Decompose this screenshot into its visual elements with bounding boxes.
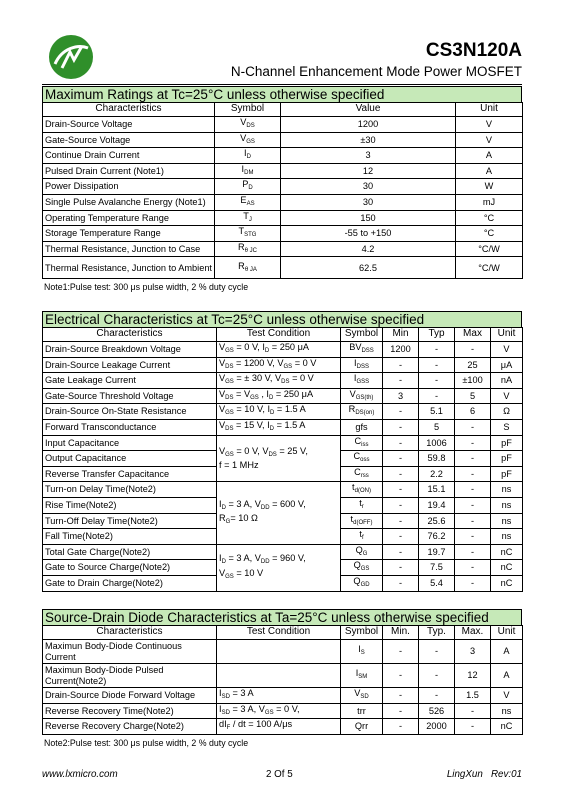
- characteristic-cell: Gate to Drain Charge(Note2): [43, 575, 217, 591]
- max-cell: -: [455, 719, 491, 735]
- min-cell: -: [383, 719, 419, 735]
- typ-cell: 7.5: [419, 560, 455, 576]
- characteristic-cell: Drain-Source Breakdown Voltage: [43, 342, 217, 358]
- min-cell: -: [383, 529, 419, 545]
- table-row: [43, 404, 523, 420]
- characteristic-cell: Total Gate Charge(Note2): [43, 544, 217, 560]
- typ-cell: 19.4: [419, 497, 455, 513]
- unit-cell: ns: [491, 703, 523, 719]
- min-cell: -: [383, 357, 419, 373]
- min-cell: -: [383, 544, 419, 560]
- characteristic-cell: Forward Transconductance: [43, 419, 217, 435]
- condition-cell: [217, 640, 341, 664]
- unit-cell: Ω: [491, 404, 523, 420]
- table-row: [43, 163, 523, 179]
- company-logo-icon: [48, 34, 94, 80]
- value-cell: 3: [281, 148, 456, 164]
- table-row: [43, 640, 523, 664]
- column-header: Max.: [455, 626, 491, 640]
- value-cell: 30: [281, 194, 456, 210]
- table-row: [43, 117, 523, 133]
- typ-cell: 2000: [419, 719, 455, 735]
- footer-website: www.lxmicro.com: [42, 769, 118, 780]
- min-cell: -: [383, 404, 419, 420]
- table-row: [43, 342, 523, 358]
- max-cell: -: [455, 482, 491, 498]
- column-header: Symbol: [341, 626, 383, 640]
- symbol-cell: $Q_{GS}$: [341, 560, 383, 576]
- unit-cell: V: [491, 388, 523, 404]
- symbol-cell: $t_f$: [341, 529, 383, 545]
- symbol-cell: $R_{\theta JA}$: [215, 257, 281, 279]
- value-cell: 12: [281, 163, 456, 179]
- value-cell: 4.2: [281, 241, 456, 257]
- characteristic-cell: Reverse Transfer Capacitance: [43, 466, 217, 482]
- unit-cell: ns: [491, 513, 523, 529]
- max-cell: -: [455, 342, 491, 358]
- condition-cell: $I_D = 3$ A, $V_{DD} = 960$ V, $V_{GS} = 10$ V: [217, 544, 341, 591]
- symbol-cell: $C_{rss}$: [341, 466, 383, 482]
- characteristic-cell: Drain-Source On-State Resistance: [43, 404, 217, 420]
- column-header: Min.: [383, 626, 419, 640]
- unit-cell: A: [491, 664, 523, 688]
- characteristic-cell: Turn-on Delay Time(Note2): [43, 482, 217, 498]
- min-cell: -: [383, 664, 419, 688]
- min-cell: -: [383, 419, 419, 435]
- table-row: [43, 241, 523, 257]
- characteristic-cell: Drain-Source Leakage Current: [43, 357, 217, 373]
- symbol-cell: $t_{d(OFF)}$: [341, 513, 383, 529]
- characteristic-cell: Reverse Recovery Time(Note2): [43, 703, 217, 719]
- electrical-table: [42, 327, 523, 592]
- symbol-cell: trr: [341, 703, 383, 719]
- symbol-cell: $E_{AS}$: [215, 194, 281, 210]
- table-row: [43, 719, 523, 735]
- unit-cell: V: [456, 132, 523, 148]
- typ-cell: 526: [419, 703, 455, 719]
- column-header: Symbol: [215, 103, 281, 117]
- symbol-cell: $I_{SM}$: [341, 664, 383, 688]
- max-cell: 3: [455, 640, 491, 664]
- note-2: Note2:Pulse test: 300 μs pulse width, 2 % duty cycle: [44, 737, 249, 748]
- column-header: Characteristics: [43, 328, 217, 342]
- column-header: Symbol: [341, 328, 383, 342]
- min-cell: -: [383, 451, 419, 467]
- min-cell: -: [383, 703, 419, 719]
- max-cell: -: [455, 497, 491, 513]
- min-cell: 3: [383, 388, 419, 404]
- symbol-cell: $t_r$: [341, 497, 383, 513]
- characteristic-cell: Single Pulse Avalanche Energy (Note1): [43, 194, 215, 210]
- unit-cell: A: [456, 163, 523, 179]
- typ-cell: 25.6: [419, 513, 455, 529]
- table-row: [43, 435, 523, 451]
- min-cell: -: [383, 497, 419, 513]
- symbol-cell: gfs: [341, 419, 383, 435]
- symbol-cell: $V_{SD}$: [341, 688, 383, 704]
- max-cell: -: [455, 451, 491, 467]
- characteristic-cell: Drain-Source Voltage: [43, 117, 215, 133]
- unit-cell: pF: [491, 451, 523, 467]
- table-row: [43, 388, 523, 404]
- column-header: Unit: [456, 103, 523, 117]
- typ-cell: 5.1: [419, 404, 455, 420]
- max-cell: 12: [455, 664, 491, 688]
- unit-cell: nA: [491, 373, 523, 389]
- max-cell: 5: [455, 388, 491, 404]
- unit-cell: °C: [456, 226, 523, 242]
- value-cell: 150: [281, 210, 456, 226]
- symbol-cell: $t_{d(ON)}$: [341, 482, 383, 498]
- unit-cell: °C/W: [456, 257, 523, 279]
- characteristic-cell: Gate-Source Voltage: [43, 132, 215, 148]
- characteristic-cell: Thermal Resistance, Junction to Case: [43, 241, 215, 257]
- column-header: Min: [383, 328, 419, 342]
- unit-cell: μA: [491, 357, 523, 373]
- electrical-section: [42, 311, 522, 592]
- max-cell: -: [455, 435, 491, 451]
- column-header: Test Condition: [217, 626, 341, 640]
- condition-cell: [217, 664, 341, 688]
- value-cell: 1200: [281, 117, 456, 133]
- max-cell: -: [455, 703, 491, 719]
- table-row: [43, 357, 523, 373]
- unit-cell: pF: [491, 435, 523, 451]
- diode-table: [42, 625, 523, 735]
- min-cell: -: [383, 466, 419, 482]
- unit-cell: V: [491, 342, 523, 358]
- min-cell: -: [383, 688, 419, 704]
- symbol-cell: $BV_{DSS}$: [341, 342, 383, 358]
- characteristic-cell: Storage Temperature Range: [43, 226, 215, 242]
- symbol-cell: $Q_G$: [341, 544, 383, 560]
- typ-cell: 5: [419, 419, 455, 435]
- table-row: [43, 482, 523, 498]
- max-cell: -: [455, 560, 491, 576]
- symbol-cell: $V_{GS(th)}$: [341, 388, 383, 404]
- max-cell: 25: [455, 357, 491, 373]
- value-cell: 30: [281, 179, 456, 195]
- characteristic-cell: Maximun Body-Diode Continuous Current: [43, 640, 217, 664]
- footer-brand-rev: LingXun Rev:01: [446, 769, 522, 780]
- unit-cell: W: [456, 179, 523, 195]
- table-row: [43, 419, 523, 435]
- unit-cell: pF: [491, 466, 523, 482]
- unit-cell: nC: [491, 719, 523, 735]
- symbol-cell: $I_S$: [341, 640, 383, 664]
- symbol-cell: $V_{DS}$: [215, 117, 281, 133]
- unit-cell: nC: [491, 544, 523, 560]
- typ-cell: -: [419, 373, 455, 389]
- typ-cell: 76.2: [419, 529, 455, 545]
- condition-cell: $dI_F$ / dt = 100 A/μs: [217, 719, 341, 735]
- condition-cell: $V_{GS}$ = ± 30 V, $V_{DS} = 0$ V: [217, 373, 341, 389]
- symbol-cell: $T_{STG}$: [215, 226, 281, 242]
- symbol-cell: $R_{DS(on)}$: [341, 404, 383, 420]
- max-cell: -: [455, 466, 491, 482]
- characteristic-cell: Operating Temperature Range: [43, 210, 215, 226]
- typ-cell: 1006: [419, 435, 455, 451]
- table-row: [43, 703, 523, 719]
- header-divider: [42, 84, 522, 85]
- column-header: Characteristics: [43, 103, 215, 117]
- unit-cell: V: [491, 688, 523, 704]
- typ-cell: 19.7: [419, 544, 455, 560]
- characteristic-cell: Maximun Body-Diode Pulsed Current(Note2): [43, 664, 217, 688]
- typ-cell: -: [419, 640, 455, 664]
- value-cell: -55 to +150: [281, 226, 456, 242]
- unit-cell: ns: [491, 497, 523, 513]
- symbol-cell: Qrr: [341, 719, 383, 735]
- typ-cell: 15.1: [419, 482, 455, 498]
- unit-cell: A: [491, 640, 523, 664]
- symbol-cell: $I_{DSS}$: [341, 357, 383, 373]
- symbol-cell: $C_{iss}$: [341, 435, 383, 451]
- condition-cell: $V_{DS} = V_{GS}$ , $I_D = 250$ μA: [217, 388, 341, 404]
- table-row: [43, 194, 523, 210]
- footer-page: 2 Of 5: [266, 769, 293, 780]
- product-subtitle: N-Channel Enhancement Mode Power MOSFET: [230, 64, 522, 79]
- max-cell: 1.5: [455, 688, 491, 704]
- max-cell: -: [455, 544, 491, 560]
- condition-cell: $V_{GS} = 0$ V, $V_{DS} = 25$ V, f = 1 MHz: [217, 435, 341, 482]
- characteristic-cell: Drain-Source Diode Forward Voltage: [43, 688, 217, 704]
- table-row: [43, 664, 523, 688]
- characteristic-cell: Turn-Off Delay Time(Note2): [43, 513, 217, 529]
- unit-cell: ns: [491, 529, 523, 545]
- min-cell: -: [383, 513, 419, 529]
- column-header: Typ: [419, 328, 455, 342]
- column-header: Unit: [491, 328, 523, 342]
- max-ratings-section: [42, 86, 522, 292]
- characteristic-cell: Gate-Source Threshold Voltage: [43, 388, 217, 404]
- typ-cell: -: [419, 388, 455, 404]
- condition-cell: $I_{SD} = 3$ A, $V_{GS} = 0$ V,: [217, 703, 341, 719]
- condition-cell: $V_{DS} = 15$ V, $I_D = 1.5$ A: [217, 419, 341, 435]
- max-cell: -: [455, 513, 491, 529]
- unit-cell: ns: [491, 482, 523, 498]
- typ-cell: -: [419, 664, 455, 688]
- unit-cell: nC: [491, 560, 523, 576]
- max-cell: -: [455, 529, 491, 545]
- max-cell: 6: [455, 404, 491, 420]
- diode-title: Source-Drain Diode Characteristics at Ta=25°C unless otherwise specified: [42, 609, 522, 625]
- condition-cell: $V_{DS} = 1200$ V, $V_{GS} = 0$ V: [217, 357, 341, 373]
- min-cell: -: [383, 640, 419, 664]
- min-cell: -: [383, 435, 419, 451]
- max-cell: ±100: [455, 373, 491, 389]
- symbol-cell: $R_{\theta JC}$: [215, 241, 281, 257]
- characteristic-cell: Gate to Source Charge(Note2): [43, 560, 217, 576]
- typ-cell: -: [419, 688, 455, 704]
- characteristic-cell: Gate Leakage Current: [43, 373, 217, 389]
- characteristic-cell: Power Dissipation: [43, 179, 215, 195]
- note-1: Note1:Pulse test: 300 μs pulse width, 2 % duty cycle: [44, 282, 249, 293]
- table-row: [43, 148, 523, 164]
- characteristic-cell: Fall Time(Note2): [43, 529, 217, 545]
- condition-cell: $I_{SD} = 3$ A: [217, 688, 341, 704]
- column-header: Typ.: [419, 626, 455, 640]
- table-row: [43, 688, 523, 704]
- unit-cell: A: [456, 148, 523, 164]
- symbol-cell: $I_D$: [215, 148, 281, 164]
- table-row: [43, 132, 523, 148]
- min-cell: -: [383, 575, 419, 591]
- min-cell: -: [383, 560, 419, 576]
- symbol-cell: $Q_{GD}$: [341, 575, 383, 591]
- unit-cell: °C: [456, 210, 523, 226]
- table-row: [43, 373, 523, 389]
- part-number: CS3N120A: [425, 40, 522, 61]
- value-cell: ±30: [281, 132, 456, 148]
- table-row: [43, 544, 523, 560]
- column-header: Characteristics: [43, 626, 217, 640]
- table-row: [43, 257, 523, 279]
- symbol-cell: $T_J$: [215, 210, 281, 226]
- typ-cell: -: [419, 357, 455, 373]
- table-row: [43, 226, 523, 242]
- value-cell: 62.5: [281, 257, 456, 279]
- condition-cell: $V_{GS} = 0$ V, $I_D = 250$ μA: [217, 342, 341, 358]
- characteristic-cell: Continue Drain Current: [43, 148, 215, 164]
- max-ratings-table: [42, 102, 523, 279]
- typ-cell: 5.4: [419, 575, 455, 591]
- symbol-cell: $V_{GS}$: [215, 132, 281, 148]
- table-row: [43, 210, 523, 226]
- column-header: Value: [281, 103, 456, 117]
- typ-cell: -: [419, 342, 455, 358]
- symbol-cell: $C_{oss}$: [341, 451, 383, 467]
- unit-cell: nC: [491, 575, 523, 591]
- max-ratings-title: Maximum Ratings at Tc=25°C unless otherwise specified: [42, 86, 522, 102]
- characteristic-cell: Input Capacitance: [43, 435, 217, 451]
- characteristic-cell: Pulsed Drain Current (Note1): [43, 163, 215, 179]
- column-header: Unit: [491, 626, 523, 640]
- characteristic-cell: Output Capacitance: [43, 451, 217, 467]
- electrical-title: Electrical Characteristics at Tc=25°C unless otherwise specified: [42, 311, 522, 327]
- typ-cell: 2.2: [419, 466, 455, 482]
- unit-cell: °C/W: [456, 241, 523, 257]
- unit-cell: V: [456, 117, 523, 133]
- min-cell: -: [383, 373, 419, 389]
- column-header: Max: [455, 328, 491, 342]
- symbol-cell: $I_{DM}$: [215, 163, 281, 179]
- characteristic-cell: Reverse Recovery Charge(Note2): [43, 719, 217, 735]
- condition-cell: $V_{GS} = 10$ V, $I_D = 1.5$ A: [217, 404, 341, 420]
- min-cell: -: [383, 482, 419, 498]
- min-cell: 1200: [383, 342, 419, 358]
- unit-cell: S: [491, 419, 523, 435]
- table-row: [43, 179, 523, 195]
- typ-cell: 59.8: [419, 451, 455, 467]
- diode-section: [42, 609, 522, 748]
- symbol-cell: $I_{GSS}$: [341, 373, 383, 389]
- characteristic-cell: Thermal Resistance, Junction to Ambient: [43, 257, 215, 279]
- condition-cell: $I_D = 3$ A, $V_{DD} = 600$ V, $R_G= 10$ Ω: [217, 482, 341, 544]
- symbol-cell: $P_D$: [215, 179, 281, 195]
- max-cell: -: [455, 419, 491, 435]
- max-cell: -: [455, 575, 491, 591]
- characteristic-cell: Rise Time(Note2): [43, 497, 217, 513]
- unit-cell: mJ: [456, 194, 523, 210]
- column-header: Test Condition: [217, 328, 341, 342]
